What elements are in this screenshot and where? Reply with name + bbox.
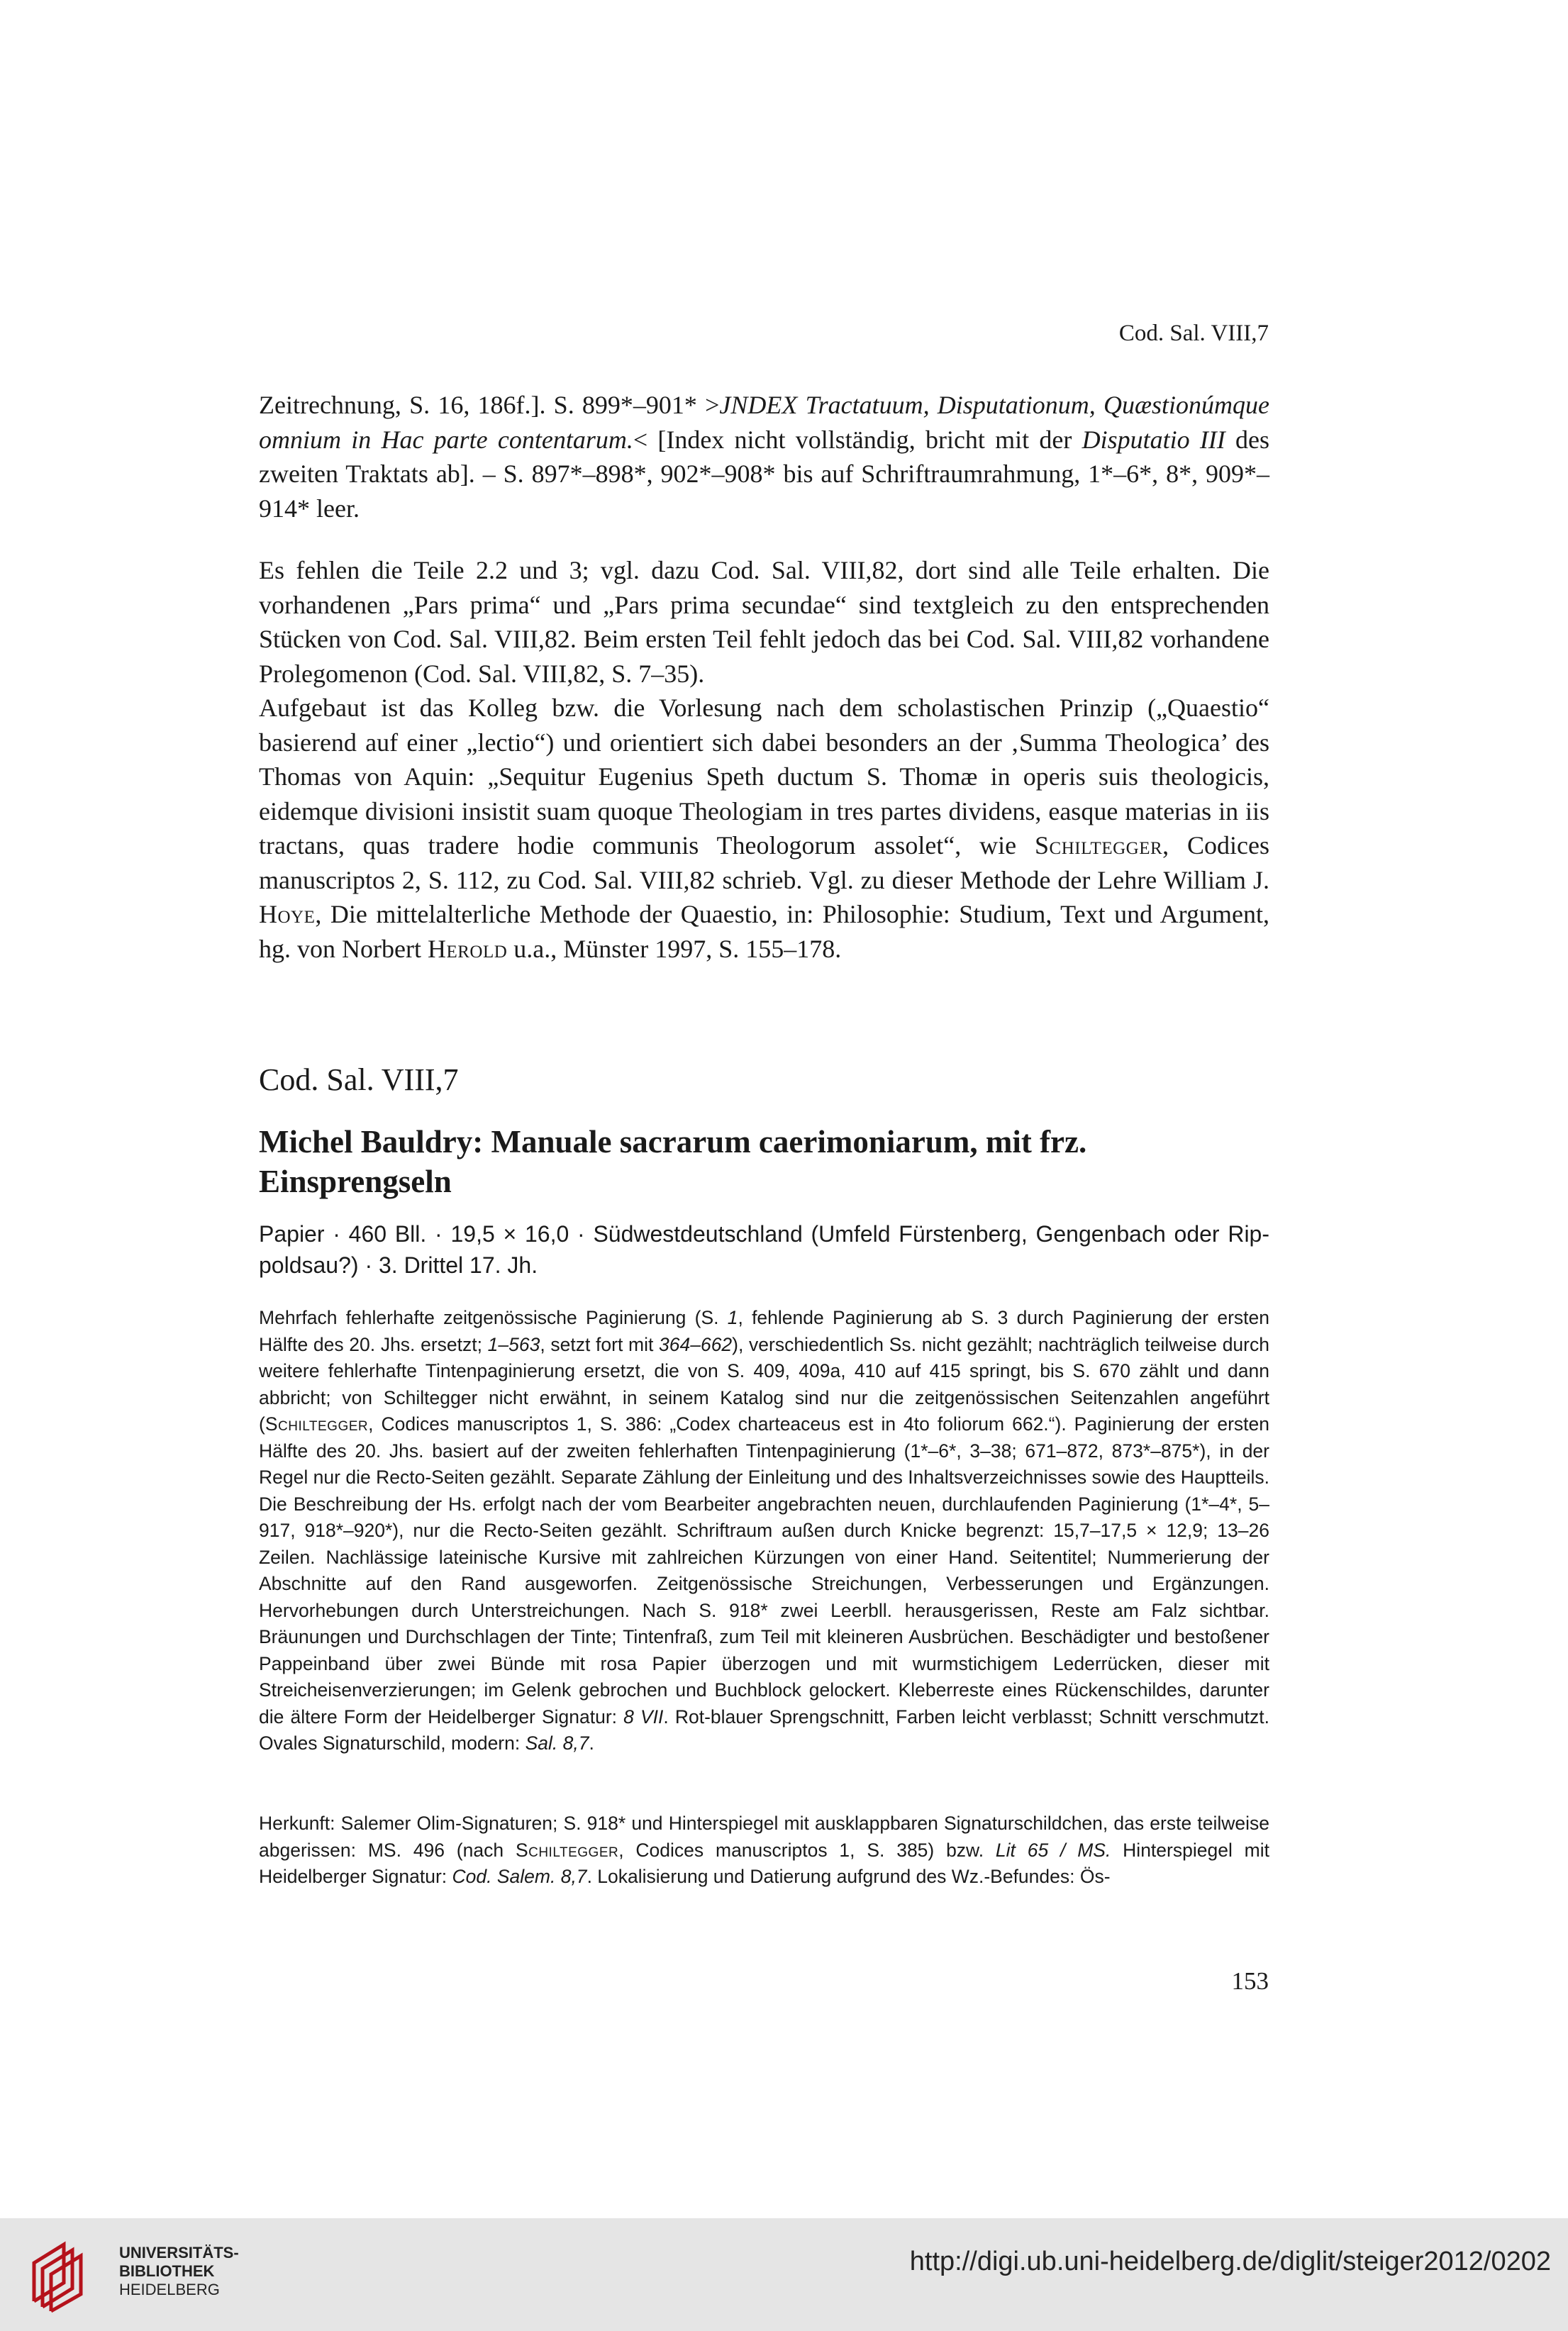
entry-meta: Papier · 460 Bll. · 19,5 × 16,0 · Südwestdeutschland (Umfeld Fürstenberg, Gengenbach oder Rippoldsau?) · 3. Drittel 17. Jh. <box>259 1221 1269 1278</box>
author-name: Schiltegger <box>515 1839 619 1861</box>
source-url-link[interactable]: http://digi.ub.uni-heidelberg.de/diglit/steiger2012/0202 <box>909 2247 1551 2276</box>
entry-code: Cod. Sal. VIII,7 <box>259 1062 459 1097</box>
text-run-italic: Cod. Salem. 8,7 <box>452 1866 587 1887</box>
text-run: , Codices manuscriptos 1, S. 386: „Codex charteaceus est in 4to foliorum 662.“). Paginierung der ersten Hälfte des 20. Jhs. basiert auf der zweiten fehlerhaften Tintenpaginierung (1*–6*, 3–38; 671–872, 873*–875*), in der Regel nur die Recto-Seiten gezählt. Separate Zählung der Einleitung und des Inhaltsverzeichnisses sowie des Hauptteils. Die Beschreibung der Hs. erfolgt nach der vom Bearbeiter angebrachten neuen, durchlaufenden Paginierung (1*–4*, 5–917, 918*–920*), nur die Recto-Seiten gezählt. Schriftraum außen durch Knicke begrenzt: 15,7–17,5 × 12,9; 13–26 Zeilen. Nachlässige lateinische Kursive mit zahlreichen Kürzungen von einer Hand. Seitentitel; Nummerierung der Abschnitte auf den Rand ausgeworfen. Zeitgenössische Streichungen, Verbesserungen und Ergänzungen. Hervorhebungen durch Unterstreichungen. Nach S. 918* zwei Leerbll. herausgerissen, Reste am Falz sichtbar. Bräunungen und Durchschlagen der Tinte; Tintenfraß, zum Teil mit kleineren Ausbrüchen. Beschädigter und bestoßener Pappeinband über zwei Bünde mit rosa Papier überzogen und mit wurmstichigem Lederrücken, dieser mit Streicheisenverzierungen; im Gelenk gebrochen und Buchblock gelockert. Kleberreste eines Rückenschildes, darunter die ältere Form der Heidelberger Signatur: <box>259 1413 1269 1728</box>
provenance-description <box>259 1810 1269 1891</box>
text-block-top <box>259 388 1269 525</box>
text-run: , Die mittelalterliche Methode der Quaestio, in: Philosophie: Studium, Text und Argument, hg. von Norbert <box>259 900 1269 963</box>
text-run: , setzt fort mit <box>540 1333 659 1355</box>
codicological-description <box>259 1305 1269 1757</box>
library-name[interactable] <box>119 2244 239 2299</box>
text-block-main <box>259 553 1269 966</box>
author-name: Herold <box>427 934 508 963</box>
library-name-line: UNIVERSITÄTS- <box>119 2244 239 2262</box>
text-run: ), verschiedentlich Ss. nicht gezählt; nachträglich teilweise durch weitere fehlerhafte Tintenpaginierung ersetzt, die von S. 409, 409a, 410 auf 415 springt, bis S. 670 zählt und dann abbricht; von Schiltegger nicht erwähnt, in seinem Katalog sind nur die zeitgenössischen Seitenzahlen angeführt ( <box>259 1333 1269 1435</box>
text-run: , Codices manuscriptos 2, S. 112, zu Cod. Sal. VIII,82 schrieb. Vgl. zu dieser Methode der Lehre William J. <box>259 831 1270 894</box>
text-run-italic: Sal. 8,7 <box>525 1732 589 1754</box>
paragraph <box>259 388 1269 525</box>
text-run: Zeitrechnung, S. 16, 186f.]. S. 899*–901* > <box>259 391 720 419</box>
page-number: 153 <box>1231 1967 1269 1995</box>
author-name: Hoye <box>259 900 316 928</box>
text-run: , fehlende Paginierung ab S. 3 durch Paginierung der ersten Hälfte des 20. Jhs. ersetzt; <box>259 1307 1269 1355</box>
text-run: u.a., Münster 1997, S. 155–178. <box>507 934 842 963</box>
paragraph <box>259 691 1269 966</box>
text-run-italic: 8 VII <box>623 1706 664 1728</box>
text-run-italic: 364–662 <box>659 1333 733 1355</box>
text-run: . Lokalisierung und Datierung aufgrund des Wz.-Befundes: Ös- <box>586 1866 1111 1887</box>
library-name-line: HEIDELBERG <box>119 2281 220 2298</box>
entry-title: Michel Bauldry: Manuale sacrarum caerimoniarum, mit frz. Einsprengseln <box>259 1124 1087 1199</box>
text-run: Hinterspiegel mit Heidelberger Signatur: <box>259 1839 1269 1887</box>
text-run: Aufgebaut ist das Kolleg bzw. die Vorlesung nach dem scholastischen Prinzip („Quaestio“ basierend auf einer „lectio“) und orientiert sich dabei besonders an der ‚Summa Theologica’ des Thomas von Aquin: „Sequitur Eugenius Speth ductum S. Thomæ in operis suis theologicis, eidemque divisioni insistit suam quoque Theologiam in tres partes dividens, easque materias in iis tractans, quas tradere hodie communis Theologorum assolet“, wie <box>259 694 1269 859</box>
library-logo-icon[interactable] <box>27 2236 106 2314</box>
text-run: < [Index nicht vollständig, bricht mit der <box>633 425 1082 454</box>
text-run: des zweiten Traktats ab]. – S. 897*–898*, 902*–908* bis auf Schriftraumrahmung, 1*–6*, 8*, 909*–914* leer. <box>259 425 1269 523</box>
text-run: Mehrfach fehlerhafte zeitgenössische Paginierung (S. <box>259 1307 728 1328</box>
footer-bar <box>0 2218 1568 2331</box>
author-name: Schiltegger <box>265 1413 369 1435</box>
text-run: , Codices manuscriptos 1, S. 385) bzw. <box>618 1839 996 1861</box>
text-run: Herkunft: Salemer Olim-Signaturen; S. 918* und Hinterspiegel mit ausklappbaren Signaturschildchen, das erste teilweise abgerissen: MS. 496 (nach <box>259 1813 1269 1861</box>
author-name: Schiltegger <box>1035 831 1163 859</box>
text-run: . Rot-blauer Sprengschnitt, Farben leicht verblasst; Schnitt verschmutzt. Ovales Signaturschild, modern: <box>259 1706 1269 1754</box>
running-head: Cod. Sal. VIII,7 <box>1118 321 1269 346</box>
text-run-italic: 1–563 <box>487 1333 540 1355</box>
text-run-italic: JNDEX Tractatuum, Disputationum, Quæstionúmque omnium in Hac parte contentarum. <box>259 391 1269 454</box>
text-run-italic: Disputatio III <box>1082 425 1225 454</box>
text-run: . <box>589 1732 594 1754</box>
text-run-italic: Lit 65 / MS. <box>995 1839 1111 1861</box>
text-run-italic: 1 <box>727 1307 738 1328</box>
library-name-line: BIBLIOTHEK <box>119 2262 215 2280</box>
paragraph: Es fehlen die Teile 2.2 und 3; vgl. dazu Cod. Sal. VIII,82, dort sind alle Teile erhalten. Die vorhandenen „Pars prima“ und „Pars prima secundae“ sind textgleich zu den entsprechenden Stücken von Cod. Sal. VIII,82. Beim ersten Teil fehlt jedoch das bei Cod. Sal. VIII,82 vorhandene Prolegomenon (Cod. Sal. VIII,82, S. 7–35). <box>259 556 1269 688</box>
